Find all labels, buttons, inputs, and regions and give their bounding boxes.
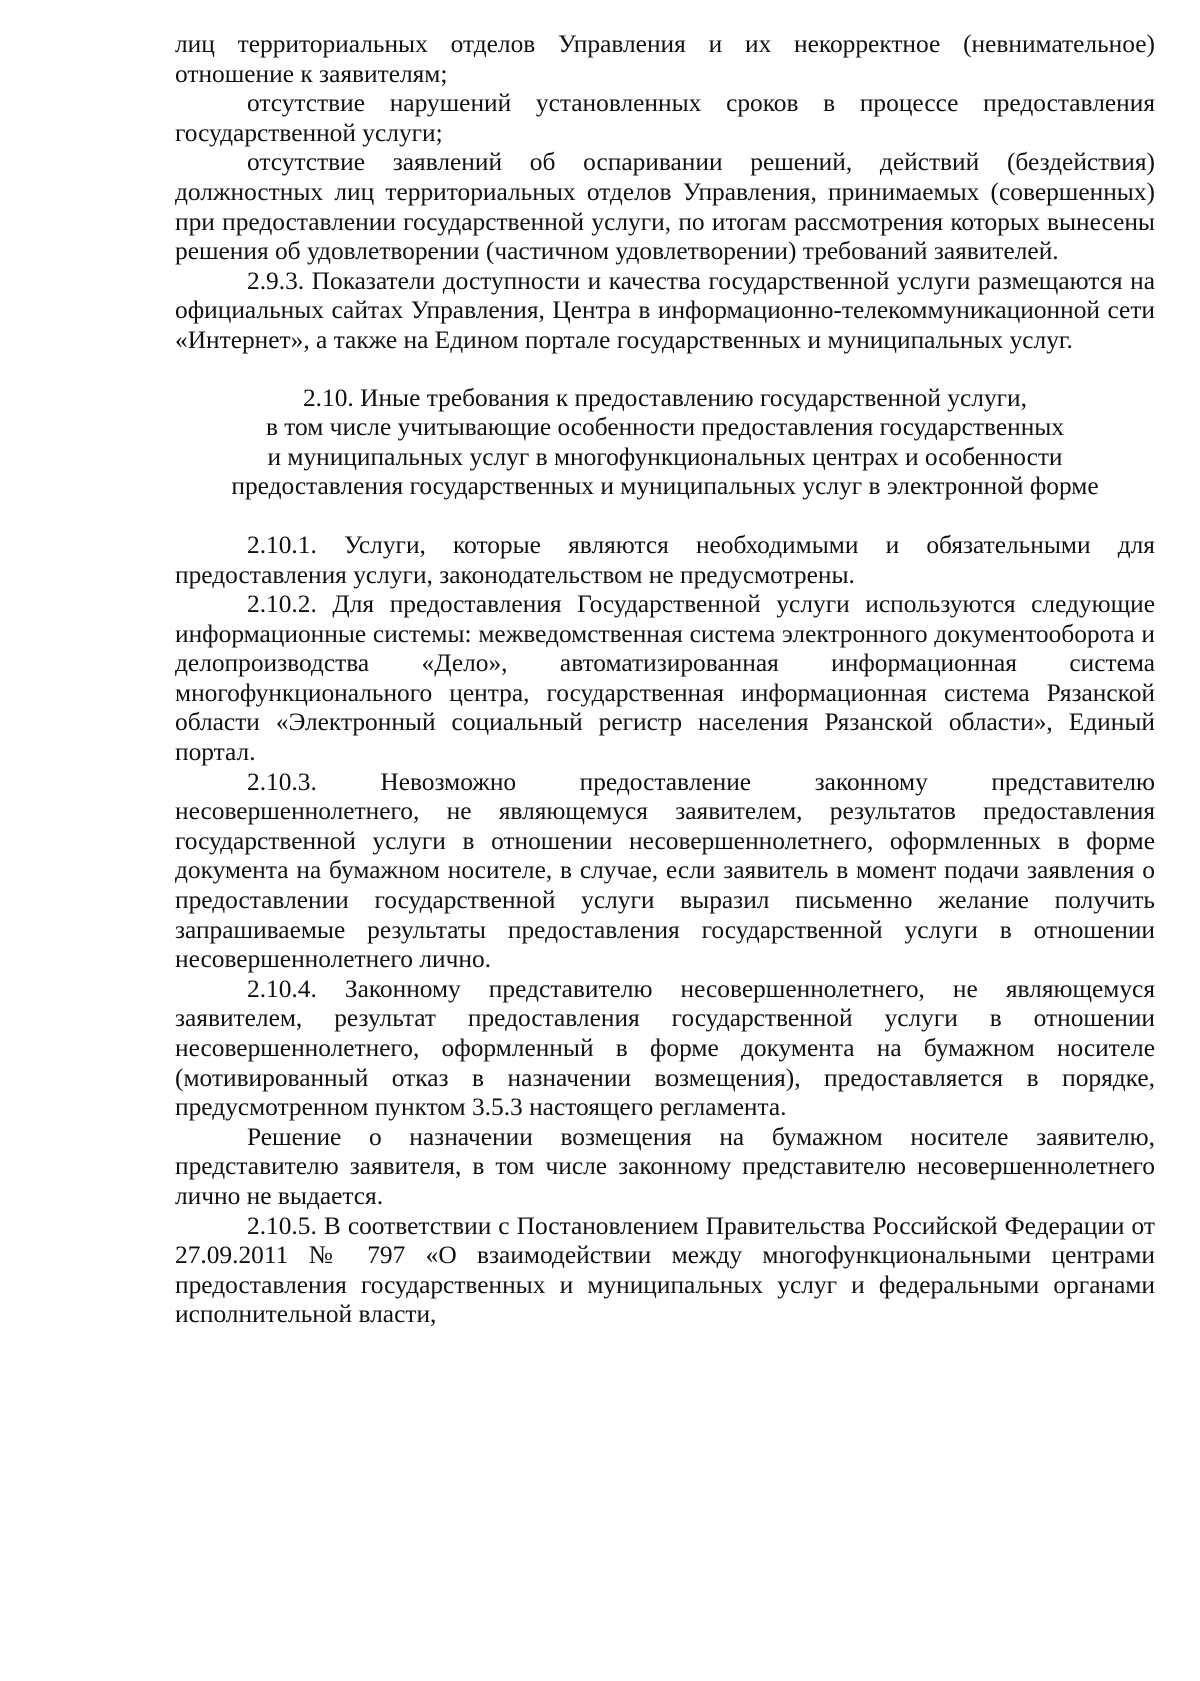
- section-heading-2-10: 2.10. Иные требования к предоставлению государственной услуги, в том числе учитывающие особенности предоставления государственных и муниципальных услуг в многофункциональных центрах и особенности предоставления государственных и муниципальных услуг в электронной форме: [231, 383, 1099, 501]
- document-page: [175, 30, 1155, 1330]
- paragraph-no-deadline-violations: отсутствие нарушений установленных сроков в процессе предоставления государственной услуги;: [175, 89, 1155, 147]
- paragraph-2-10-5: 2.10.5. В соответствии с Постановлением Правительства Российской Федерации от 27.09.2011 № 797 «О взаимодействии между многофункциональными центрами предоставления государственных и муниципальных услуг и федеральными органами исполнительной власти,: [175, 1211, 1155, 1329]
- paragraph-2-10-3: 2.10.3. Невозможно предоставление законному представителю несовершеннолетнего, не являющемуся заявителем, результатов предоставления государственной услуги в отношении несовершеннолетнего, оформленных в форме документа на бумажном носителе, в случае, если заявитель в момент подачи заявления о предоставлении государственной услуги выразил письменно желание получить запрашиваемые результаты предоставления государственной услуги в отношении несовершеннолетнего лично.: [175, 767, 1155, 974]
- spacer: [175, 502, 1155, 531]
- paragraph-2-9-3: 2.9.3. Показатели доступности и качества государственной услуги размещаются на официальных сайтах Управления, Центра в информационно-телекоммуникационной сети «Интернет», а также на Едином портале государственных и муниципальных услуг.: [175, 266, 1155, 354]
- spacer: [175, 356, 1155, 384]
- paragraph-2-10-2: 2.10.2. Для предоставления Государственной услуги используются следующие информационные системы: межведомственная система электронного документооборота и делопроизводства «Дело», автоматизированная информационная система многофункционального центра, государственная информационная система Рязанской области «Электронный социальный регистр населения Рязанской области», Единый портал.: [175, 590, 1155, 767]
- paragraph-2-10-4: 2.10.4. Законному представителю несовершеннолетнего, не являющемуся заявителем, результат предоставления государственной услуги в отношении несовершеннолетнего, оформленный в форме документа на бумажном носителе (мотивированный отказ в назначении возмещения), предоставляется в порядке, предусмотренном пунктом 3.5.3 настоящего регламента.: [175, 974, 1155, 1122]
- paragraph-decision-not-issued: Решение о назначении возмещения на бумажном носителе заявителю, представителю заявителя, в том числе законному представителю несовершеннолетнего лично не выдается.: [175, 1122, 1155, 1210]
- paragraph-no-appeals: отсутствие заявлений об оспаривании решений, действий (бездействия) должностных лиц территориальных отделов Управления, принимаемых (совершенных) при предоставлении государственной услуги, по итогам рассмотрения которых вынесены решения об удовлетворении (частичном удовлетворении) требований заявителей.: [175, 148, 1155, 266]
- paragraph-2-10-1: 2.10.1. Услуги, которые являются необходимыми и обязательными для предоставления услуги, законодательством не предусмотрены.: [175, 530, 1155, 589]
- paragraph-continuation: лиц территориальных отделов Управления и их некорректное (невнимательное) отношение к заявителям;: [175, 30, 1155, 88]
